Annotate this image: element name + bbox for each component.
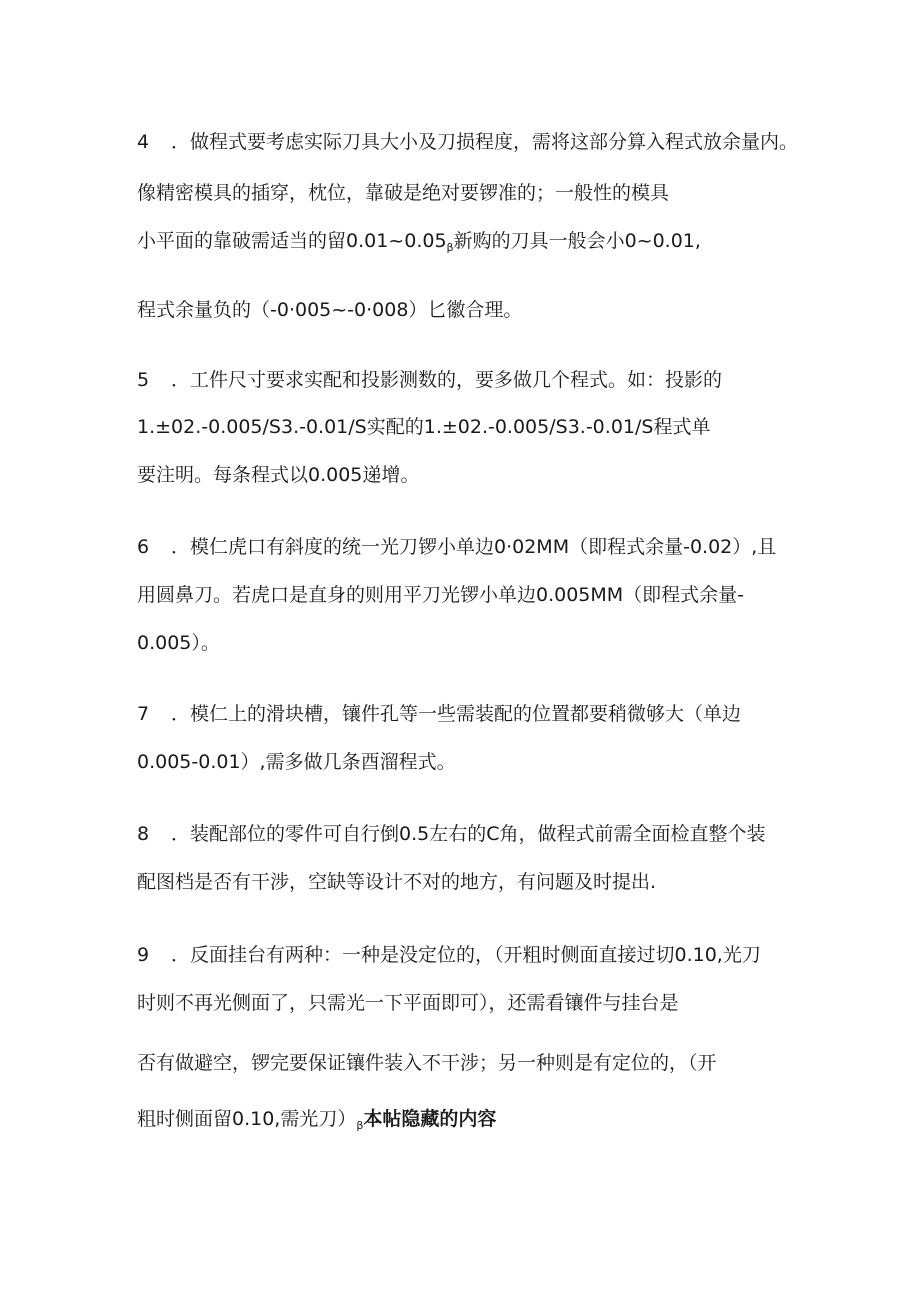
item-4-line-4: 程式余量负的（-0·005~-0·008）匕徽合理。 xyxy=(137,299,523,321)
item-5-line-3: 要注明。每条程式以0.005递增。 xyxy=(137,464,420,486)
item-text: ．模仁上的滑块槽，镶件孔等一些需装配的位置都要稍微够大（单边 xyxy=(171,703,742,725)
item-7-line-2: 0.005-0.01）,需多做几条酉溜程式。 xyxy=(137,751,456,773)
item-5-line-2: 1.±02.-0.005∕S3.-0.01/S实配的1.±02.-0.005∕S3.-0.01/S程式单 xyxy=(137,416,711,438)
item-9-line-4 xyxy=(137,1106,496,1139)
item-text: ．做程式要考虑实际刀具大小及刀损程度，需将这部分算入程式放余量内。 xyxy=(171,131,799,153)
item-4-line-2: 像精密模具的插穿，枕位，靠破是绝对要锣准的；一般性的模具 xyxy=(137,182,670,204)
hidden-content-label: 本帖隐藏的内容 xyxy=(363,1108,497,1130)
item-number: 6 xyxy=(137,536,150,558)
item-6-line-3: 0.005）。 xyxy=(137,632,220,654)
item-text: ．装配部位的零件可自行倒0.5左右的C角，做程式前需全面检直整个装 xyxy=(171,823,766,845)
item-text: ．反面挂台有两种：一种是没定位的，（开粗时侧面直接过切0.10,光刀 xyxy=(171,944,761,966)
item-number: 7 xyxy=(137,703,150,725)
item-text: ．模仁虎口有斜度的统一光刀锣小单边0·02MM（即程式余量-0.02）,且 xyxy=(171,536,777,558)
subscript-mark: β xyxy=(446,241,454,254)
item-number: 8 xyxy=(137,823,150,845)
item-9-line-1 xyxy=(137,942,761,968)
item-number: 9 xyxy=(137,944,150,966)
item-number: 4 xyxy=(137,131,150,153)
item-8-line-2: 配图档是否有干涉，空缺等设计不对的地方，有问题及时提出. xyxy=(137,871,657,893)
item-text: ．工件尺寸要求实配和投影测数的，要多做几个程式。如：投影的 xyxy=(171,369,723,391)
item-8-line-1 xyxy=(137,821,766,847)
item-4-line-3 xyxy=(137,228,701,261)
subscript-mark: β xyxy=(356,1119,364,1132)
item-9-line-2: 时则不再光侧面了，只需光一下平面即可），还需看镶件与挂台是 xyxy=(137,992,679,1014)
item-5-line-1 xyxy=(137,367,722,393)
item-6-line-1 xyxy=(137,534,776,560)
item-text: 小平面的靠破需适当的留0.01~0.05 xyxy=(137,230,447,252)
item-number: 5 xyxy=(137,369,150,391)
item-6-line-2: 用圆鼻刀。若虎口是直身的则用平刀光锣小单边0.005MM（即程式余量- xyxy=(137,584,745,606)
item-9-line-3: 否有做避空，锣完要保证镶件装入不干涉；另一种则是有定位的，（开 xyxy=(137,1052,717,1074)
item-text: 新购的刀具一般会小0~0.01, xyxy=(453,230,701,252)
item-4-line-1 xyxy=(137,129,798,155)
item-7-line-1 xyxy=(137,701,741,727)
item-text: 粗时侧面留0.10,需光刀） xyxy=(137,1108,357,1130)
